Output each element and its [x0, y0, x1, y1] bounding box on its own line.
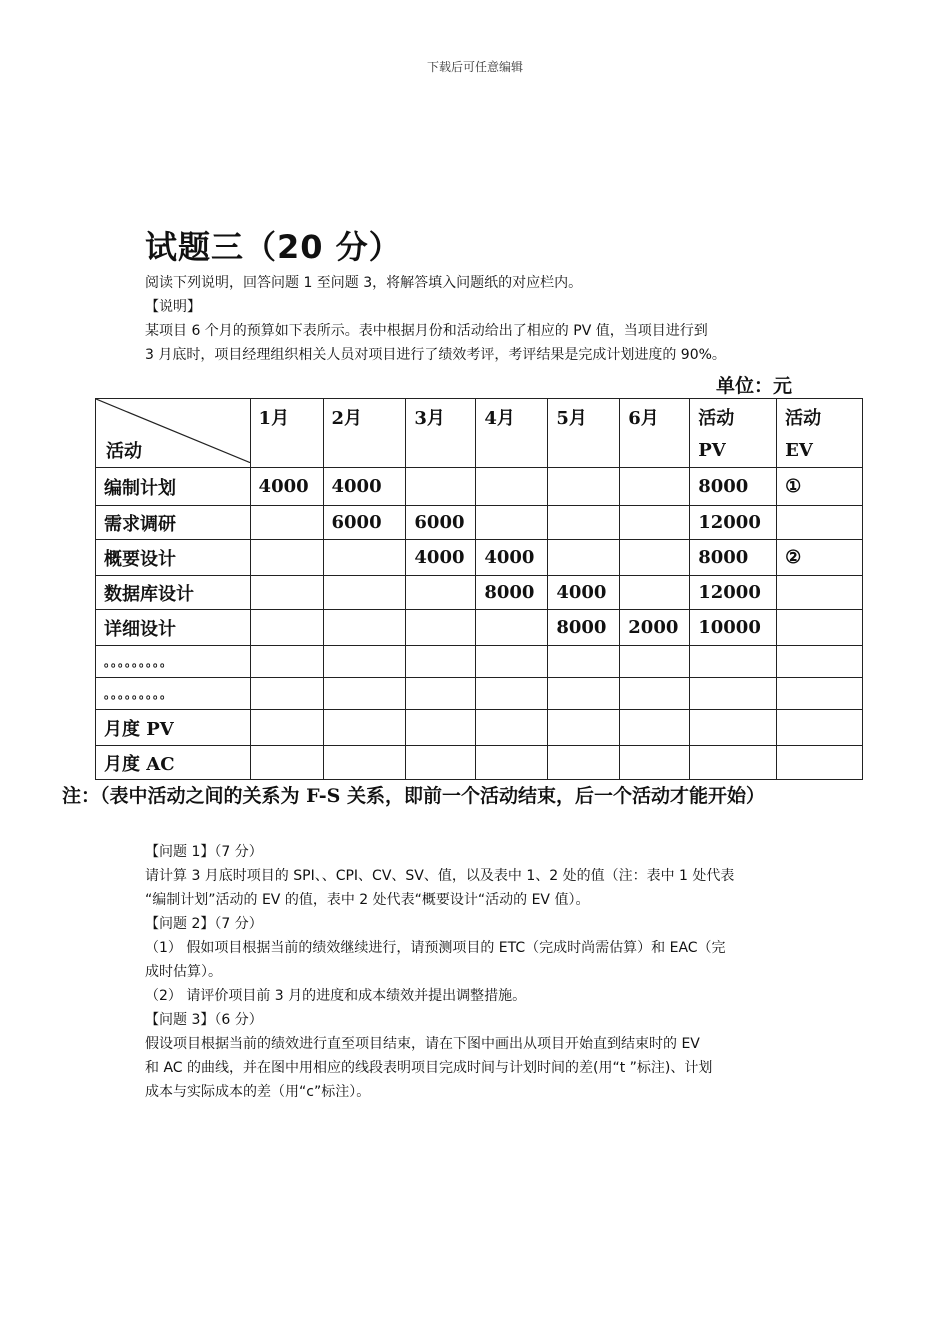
table-row [96, 506, 863, 540]
activity-name-cell: 编制计划 [96, 468, 251, 506]
table-row [96, 746, 863, 780]
table-row [96, 646, 863, 678]
table-cell [620, 646, 690, 678]
table-cell: 8000 [690, 468, 777, 506]
header-month-4: 4月 [476, 399, 548, 468]
table-cell [323, 576, 406, 610]
question-title: 试题三（20 分） [145, 228, 402, 266]
table-cell [406, 576, 476, 610]
question-1-title: 【问题 1】（7 分） [145, 844, 263, 860]
table-cell [548, 646, 620, 678]
table-cell [690, 746, 777, 780]
table-cell [620, 678, 690, 710]
activity-name-cell: 。。。。。。。。。 [96, 678, 251, 710]
table-cell [548, 540, 620, 576]
table-cell: 4000 [406, 540, 476, 576]
header-pv-line: 活动 [698, 408, 735, 429]
header-ev-line: EV [785, 440, 813, 461]
corner-cell [96, 399, 251, 468]
table-cell: 6000 [323, 506, 406, 540]
table-cell [323, 646, 406, 678]
table-cell [406, 610, 476, 646]
question-2-title: 【问题 2】（7 分） [145, 916, 263, 932]
table-cell: 4000 [476, 540, 548, 576]
header-pv-line: PV [698, 440, 726, 461]
table-cell [548, 678, 620, 710]
budget-table [95, 398, 863, 780]
table-cell [548, 506, 620, 540]
table-cell [620, 540, 690, 576]
table-cell [406, 746, 476, 780]
header-ev-line: 活动 [785, 408, 822, 429]
table-cell [250, 576, 323, 610]
table-cell [777, 646, 863, 678]
table-cell [250, 678, 323, 710]
page-header: 下载后可任意编辑 [426, 60, 523, 74]
unit-label: 单位：元 [716, 375, 793, 397]
table-row [96, 610, 863, 646]
table-cell: 12000 [690, 576, 777, 610]
table-cell [476, 610, 548, 646]
table-note: 注：（表中活动之间的关系为 F-S 关系，即前一个活动结束，后一个活动才能开始） [62, 785, 765, 807]
table-cell [620, 576, 690, 610]
corner-label: 活动 [106, 441, 142, 462]
table-cell: 4000 [250, 468, 323, 506]
table-cell [250, 540, 323, 576]
table-cell [620, 468, 690, 506]
question-3-text: 假设项目根据当前的绩效进行直至项目结束，请在下图中画出从项目开始直到结束时的 EV [145, 1036, 700, 1052]
question-3-text: 和 AC 的曲线，并在图中用相应的线段表明项目完成时间与计划时间的差(用“t ”标注)、计划 [145, 1060, 713, 1076]
activity-name-cell: 数据库设计 [96, 576, 251, 610]
intro-line: 阅读下列说明，回答问题 1 至问题 3，将解答填入问题纸的对应栏内。 [145, 275, 583, 291]
table-cell [323, 540, 406, 576]
header-month-6: 6月 [620, 399, 690, 468]
table-cell [476, 678, 548, 710]
table-cell: 4000 [323, 468, 406, 506]
table-cell [406, 678, 476, 710]
table-cell [406, 646, 476, 678]
table-cell [620, 746, 690, 780]
table-cell [323, 746, 406, 780]
table-cell: 2000 [620, 610, 690, 646]
intro-line: 某项目 6 个月的预算如下表所示。表中根据月份和活动给出了相应的 PV 值，当项目进行到 [145, 323, 708, 339]
table-cell [476, 468, 548, 506]
table-row [96, 540, 863, 576]
table-cell [476, 646, 548, 678]
activity-name-cell: 月度 AC [96, 746, 251, 780]
header-month-1: 1月 [250, 399, 323, 468]
intro-line: 3 月底时，项目经理组织相关人员对项目进行了绩效考评，考评结果是完成计划进度的 90%。 [145, 347, 726, 363]
table-cell [250, 506, 323, 540]
table-cell: 4000 [548, 576, 620, 610]
table-cell: 6000 [406, 506, 476, 540]
header-month-5: 5月 [548, 399, 620, 468]
table-row [96, 576, 863, 610]
question-2-text: （2） 请评价项目前 3 月的进度和成本绩效并提出调整措施。 [145, 988, 527, 1004]
table-cell [777, 506, 863, 540]
question-1-text: 请计算 3 月底时项目的 SPI、、CPI、CV、SV、值，以及表中 1、2 处的值（注：表中 1 处代表 [145, 868, 735, 884]
intro-line: 【说明】 [145, 299, 201, 315]
table-cell [777, 746, 863, 780]
question-3-title: 【问题 3】（6 分） [145, 1012, 263, 1028]
header-month-3: 3月 [406, 399, 476, 468]
activity-name-cell: 需求调研 [96, 506, 251, 540]
table-cell [476, 710, 548, 746]
table-cell [250, 610, 323, 646]
table-cell [777, 678, 863, 710]
activity-name-cell: 。。。。。。。。。 [96, 646, 251, 678]
questions-section [145, 840, 825, 1104]
table-cell [690, 646, 777, 678]
header-month-2: 2月 [323, 399, 406, 468]
table-cell [690, 678, 777, 710]
table-cell: ② [777, 540, 863, 576]
table-cell [250, 646, 323, 678]
table-cell [548, 710, 620, 746]
question-1-text: “编制计划”活动的 EV 的值，表中 2 处代表“概要设计“活动的 EV 值）。 [145, 892, 590, 908]
activity-name-cell: 月度 PV [96, 710, 251, 746]
table-cell [250, 710, 323, 746]
table-cell: 8000 [690, 540, 777, 576]
table-cell [777, 576, 863, 610]
table-row [96, 710, 863, 746]
table-row [96, 468, 863, 506]
table-row [96, 678, 863, 710]
table-cell: 8000 [476, 576, 548, 610]
header-activity-pv [690, 399, 777, 468]
table-cell [323, 610, 406, 646]
table-cell: ① [777, 468, 863, 506]
table-cell [620, 506, 690, 540]
activity-name-cell: 概要设计 [96, 540, 251, 576]
question-2-text: 成时估算）。 [145, 964, 222, 980]
table-cell [548, 746, 620, 780]
table-cell: 8000 [548, 610, 620, 646]
table-cell [548, 468, 620, 506]
table-cell [777, 710, 863, 746]
question-2-text: （1） 假如项目根据当前的绩效继续进行，请预测项目的 ETC（完成时尚需估算）和 EAC（完 [145, 940, 726, 956]
table-cell [476, 746, 548, 780]
header-activity-ev [777, 399, 863, 468]
table-cell [690, 710, 777, 746]
table-cell [323, 678, 406, 710]
table-cell [323, 710, 406, 746]
table-cell [476, 506, 548, 540]
question-3-text: 成本与实际成本的差（用“c”标注）。 [145, 1084, 371, 1100]
table-cell [406, 468, 476, 506]
table-cell [777, 610, 863, 646]
activity-name-cell: 详细设计 [96, 610, 251, 646]
table-cell [406, 710, 476, 746]
table-cell [250, 746, 323, 780]
table-cell [620, 710, 690, 746]
table-cell: 12000 [690, 506, 777, 540]
table-header-row [96, 399, 863, 468]
intro-paragraph [145, 271, 825, 367]
table-cell: 10000 [690, 610, 777, 646]
